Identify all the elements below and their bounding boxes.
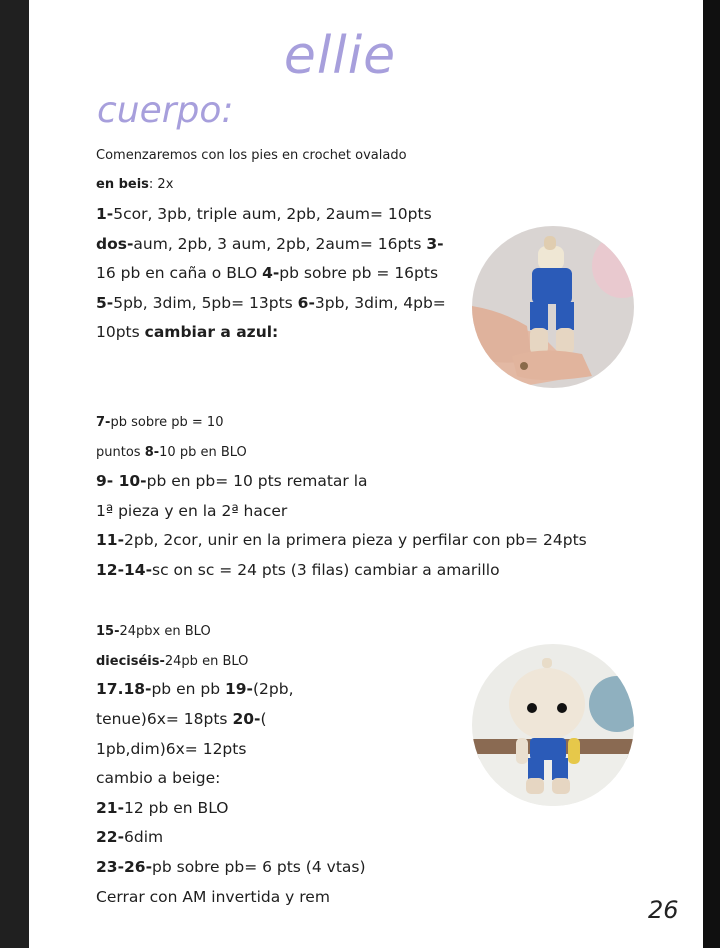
pattern-line: 7-pb sobre pb = 10 — [96, 415, 224, 430]
pattern-line: 21-12 pb en BLO — [96, 799, 229, 817]
pattern-line: 12-14-sc on sc = 24 pts (3 filas) cambiar a amarillo — [96, 561, 500, 579]
pattern-line: 23-26-pb sobre pb= 6 pts (4 vtas) — [96, 858, 366, 876]
page-edge — [703, 0, 720, 948]
doll-photo — [472, 644, 634, 806]
pattern-line: 5-5pb, 3dim, 5pb= 13pts 6-3pb, 3dim, 4pb= — [96, 294, 446, 312]
pattern-line: dos-aum, 2pb, 3 aum, 2pb, 2aum= 16pts 3- — [96, 235, 444, 253]
pattern-line: puntos 8-10 pb en BLO — [96, 445, 247, 460]
pattern-line: Cerrar con AM invertida y rem — [96, 888, 330, 906]
pattern-line: 16 pb en caña o BLO 4-pb sobre pb = 16pts — [96, 264, 439, 282]
page-title: ellie — [283, 26, 397, 86]
pattern-line: 17.18-pb en pb 19-(2pb, — [96, 680, 294, 698]
pattern-line: 9- 10-pb en pb= 10 pts rematar la — [96, 472, 368, 490]
page-number: 26 — [648, 896, 679, 924]
legs-photo — [472, 226, 634, 388]
section-heading: cuerpo: — [97, 90, 234, 131]
pattern-line: tenue)6x= 18pts 20-( — [96, 710, 267, 728]
pattern-line: 11-2pb, 2cor, unir en la primera pieza y perfilar con pb= 24pts — [96, 531, 587, 549]
pattern-line: 10pts cambiar a azul: — [96, 323, 279, 341]
pattern-line: dieciséis-24pb en BLO — [96, 654, 249, 669]
pattern-line: Comenzaremos con los pies en crochet ovalado — [96, 148, 407, 163]
pattern-line: 22-6dim — [96, 828, 164, 846]
pattern-line: 15-24pbx en BLO — [96, 624, 211, 639]
pattern-line: cambio a beige: — [96, 769, 221, 787]
pattern-line: en beis: 2x — [96, 177, 174, 192]
pattern-line: 1-5cor, 3pb, triple aum, 2pb, 2aum= 10pts — [96, 205, 432, 223]
pattern-line: 1ª pieza y en la 2ª hacer — [96, 502, 288, 520]
pattern-line: 1pb,dim)6x= 12pts — [96, 740, 247, 758]
